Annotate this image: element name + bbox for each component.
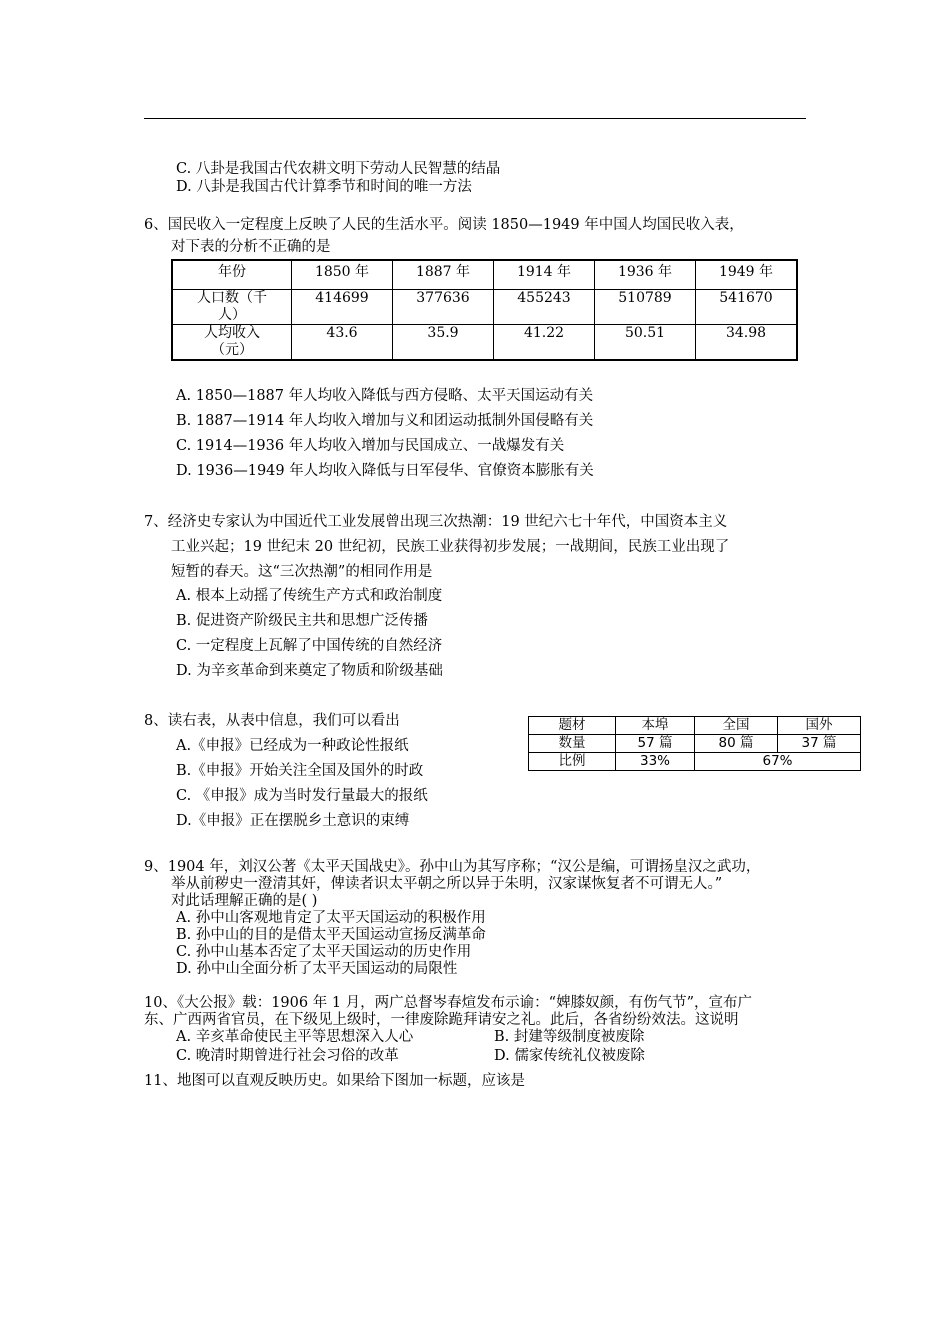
- q5-option-d: D. 八卦是我国古代计算季节和时间的唯一方法: [176, 179, 472, 195]
- table-row: [529, 717, 861, 735]
- q6-option-d: D. 1936—1949 年人均收入降低与日军侵华、官僚资本膨胀有关: [176, 463, 594, 479]
- q5-option-c: C. 八卦是我国古代农耕文明下劳动人民智慧的结晶: [176, 161, 501, 177]
- shenbao-table: [528, 716, 861, 771]
- q10-option-b: B. 封建等级制度被废除: [494, 1029, 645, 1045]
- row-label-line: 人）: [218, 306, 246, 323]
- table-cell: 35.9: [393, 324, 494, 360]
- row-label-line: 人均收入: [204, 324, 260, 341]
- q8-option-b: B.《申报》开始关注全国及国外的时政: [176, 763, 424, 779]
- q7-option-a: A. 根本上动摇了传统生产方式和政治制度: [176, 588, 443, 604]
- table-header: 全国: [695, 717, 778, 735]
- q10-option-c: C. 晚清时期曾进行社会习俗的改革: [176, 1048, 399, 1064]
- q7-stem-line3: 短暂的春天。这“三次热潮”的相同作用是: [171, 564, 433, 580]
- table-row: [529, 735, 861, 753]
- q9-stem-line2: 举从前秽史一澄清其奸，俾读者识太平朝之所以异于朱明，汉家谋恢复者不可谓无人。”: [171, 876, 723, 892]
- q7-stem-line1: 7、经济史专家认为中国近代工业发展曾出现三次热潮：19 世纪六七十年代，中国资本主义: [144, 514, 728, 530]
- q8-option-a: A.《申报》已经成为一种政论性报纸: [176, 738, 409, 754]
- q7-option-d: D. 为辛亥革命到来奠定了物质和阶级基础: [176, 663, 443, 679]
- row-label-count: 数量: [529, 735, 616, 753]
- table-cell: 377636: [393, 289, 494, 324]
- q10-stem-line1: 10、《大公报》载：1906 年 1 月，两广总督岑春煊发布示谕：“婢膝奴颜，有伤气节”，宣布广: [144, 995, 752, 1011]
- table-cell: 414699: [292, 289, 393, 324]
- q9-stem-line3: 对此话理解正确的是( ): [171, 893, 318, 909]
- table-cell: 43.6: [292, 324, 393, 360]
- header-rule: [144, 118, 806, 119]
- q10-stem-line2: 东、广西两省官员，在下级见上级时，一律废除跪拜请安之礼。此后，各省纷纷效法。这说明: [144, 1012, 739, 1028]
- table-cell: 57 篇: [616, 735, 695, 753]
- table-cell: 80 篇: [695, 735, 778, 753]
- row-label-line: （元）: [211, 341, 253, 358]
- table-row: [529, 753, 861, 771]
- table-cell: 541670: [696, 289, 798, 324]
- q6-option-b: B. 1887—1914 年人均收入增加与义和团运动抵制外国侵略有关: [176, 413, 594, 429]
- q10-option-a: A. 辛亥革命使民主平等思想深入人心: [176, 1029, 414, 1045]
- table-header: 题材: [529, 717, 616, 735]
- table-header: 1914 年: [494, 260, 595, 289]
- table-cell: 34.98: [696, 324, 798, 360]
- table-row: [172, 324, 797, 360]
- table-cell: 510789: [595, 289, 696, 324]
- q8-stem: 8、读右表，从表中信息，我们可以看出: [144, 713, 400, 729]
- table-header: 1887 年: [393, 260, 494, 289]
- q7-stem-line2: 工业兴起；19 世纪末 20 世纪初，民族工业获得初步发展；一战期间，民族工业出现了: [171, 539, 730, 555]
- q8-option-c: C. 《申报》成为当时发行量最大的报纸: [176, 788, 428, 804]
- q9-stem-line1: 9、1904 年，刘汉公著《太平天国战史》。孙中山为其写序称；“汉公是编，可谓扬皇汉之武功，: [144, 859, 761, 875]
- q6-stem-line1: 6、国民收入一定程度上反映了人民的生活水平。阅读 1850—1949 年中国人均国民收入表，: [144, 217, 744, 233]
- table-cell: 33%: [616, 753, 695, 771]
- q6-stem-line2: 对下表的分析不正确的是: [171, 239, 331, 255]
- income-table: [171, 259, 798, 361]
- table-header: 1949 年: [696, 260, 798, 289]
- table-cell: 41.22: [494, 324, 595, 360]
- row-label-line: 人口数（千: [197, 289, 267, 306]
- table-header: 本埠: [616, 717, 695, 735]
- q7-option-c: C. 一定程度上瓦解了中国传统的自然经济: [176, 638, 443, 654]
- table-cell: 455243: [494, 289, 595, 324]
- q9-option-a: A. 孙中山客观地肯定了太平天国运动的积极作用: [176, 910, 486, 926]
- q9-option-c: C. 孙中山基本否定了太平天国运动的历史作用: [176, 944, 472, 960]
- q9-option-b: B. 孙中山的目的是借太平天国运动宣扬反满革命: [176, 927, 486, 943]
- table-cell: 37 篇: [778, 735, 861, 753]
- table-row: [172, 289, 797, 324]
- table-row: [172, 260, 797, 289]
- row-label-income: [172, 324, 292, 360]
- table-cell: 67%: [695, 753, 861, 771]
- q8-option-d: D.《申报》正在摆脱乡土意识的束缚: [176, 813, 410, 829]
- table-header-year: 年份: [172, 260, 292, 289]
- q9-option-d: D. 孙中山全面分析了太平天国运动的局限性: [176, 961, 458, 977]
- q10-option-d: D. 儒家传统礼仪被废除: [494, 1048, 645, 1064]
- q6-option-a: A. 1850—1887 年人均收入降低与西方侵略、太平天国运动有关: [176, 388, 594, 404]
- row-label-ratio: 比例: [529, 753, 616, 771]
- table-cell: 50.51: [595, 324, 696, 360]
- row-label-population: [172, 289, 292, 324]
- table-header: 国外: [778, 717, 861, 735]
- table-header: 1936 年: [595, 260, 696, 289]
- q11-stem: 11、地图可以直观反映历史。如果给下图加一标题，应该是: [144, 1073, 525, 1089]
- table-header: 1850 年: [292, 260, 393, 289]
- q7-option-b: B. 促进资产阶级民主共和思想广泛传播: [176, 613, 428, 629]
- q6-option-c: C. 1914—1936 年人均收入增加与民国成立、一战爆发有关: [176, 438, 565, 454]
